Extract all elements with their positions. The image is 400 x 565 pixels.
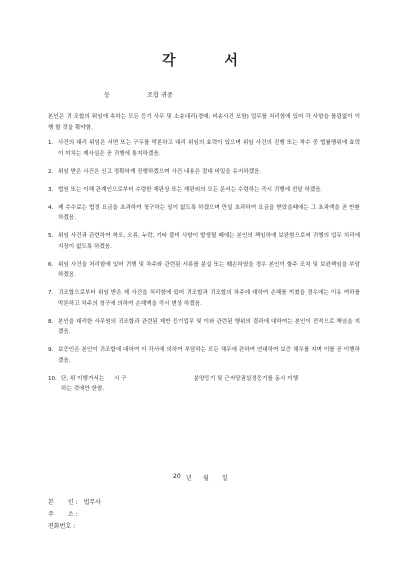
item-number: 5. [48, 233, 54, 239]
item-number: 6. [48, 261, 54, 268]
item-number: 8. [48, 318, 54, 325]
pledge-list [48, 138, 360, 402]
pledge-item-4 [48, 203, 360, 224]
item10-region-blank: 시 구 [113, 375, 127, 382]
pledge-item-2 [48, 167, 360, 178]
item-text: 법원 또는 이해 관계인으로부터 수령한 재판상 또는 재판외의 모든 문서는 수령하는 즉시 귀행에 전달 하겠음. [58, 186, 323, 193]
item-text: 본인을 대리한 사무원의 귀조합과 관련된 제반 등기업무 및 이와 관련된 행위의 결과에 대하여는 본인이 전적으로 책임을 지겠음. [58, 318, 360, 335]
signature-name-row [48, 497, 101, 506]
page-title: 각 서 [162, 53, 260, 69]
item10-line2: 하는 것에만 한함. [61, 386, 105, 392]
item10-part3: 분양등기 및 근저당권설정등기를 동시 이행 [193, 375, 299, 382]
item-number: 1. [48, 140, 54, 146]
pledge-item-3 [48, 185, 360, 196]
item-text: 위임 사건과 관련하여 착오, 오류, 누락, 기타 불미 사항이 발생될 때에는 본인의 책임하에 보완함으로써 귀행의 업무 처리에 지장이 없도록 하겠음. [58, 233, 360, 250]
addressee-prefix: 등 [104, 92, 110, 99]
address-sep: 소 : [67, 511, 78, 518]
item-number: 2. [48, 168, 54, 175]
pledge-item-9 [48, 345, 360, 366]
item-text: 제 수수료는 법정 요금을 초과하여 청구하는 일이 없도록 하겠으며 만일 초과하여 요금을 받았을때에는 그 초과액을 곧 반환하겠음. [58, 204, 360, 221]
item-number: 10. [48, 375, 57, 382]
pledge-item-8 [48, 317, 360, 338]
item-text: 위임 사건을 처리함에 있어 귀행 및 차주와 관련된 서류를 분실 또는 훼손하였을 경우 본인이 할주 조치 및 보완책임을 부담하겠음. [58, 261, 360, 278]
item-number: 9. [48, 347, 54, 353]
item-text: 사건의 대리 위임은 서면 또는 구두를 막론하고 대리 위임의 효력이 있으며 위임 사건의 진행 또는 착수 중 법률행위에 효력이 미치는 제사실은 곧 귀행에 통지하겠음. [58, 140, 360, 157]
item-text [61, 374, 360, 395]
pledge-item-10 [48, 374, 360, 395]
signature-sep: 인 : [67, 499, 78, 506]
pledge-item-6 [48, 260, 360, 281]
signature-label: 본 [48, 499, 54, 506]
date-day-label: 일 [222, 475, 228, 482]
item-text: 귀조합으로부터 위임 받은 제 사건을 처리함에 있어 귀조합과 귀조합의 차주에 대하여 손해를 끼쳤을 경우에는 이유 여하를 막론하고 차주의 청구에 의하여 손해액을 즉시 변상 하겠음. [58, 290, 360, 307]
item-number: 7. [48, 290, 54, 296]
item-number: 3. [48, 186, 54, 193]
date-year: 20 [173, 473, 181, 480]
addressee-union: 조합 귀중 [147, 92, 173, 99]
item10-part1: 단, 위 이행거서는 [61, 375, 105, 382]
date-month-label: 월 [203, 475, 209, 482]
signature-address-row [48, 509, 78, 518]
signature-value: 법무사 [83, 499, 101, 506]
pledge-item-1 [48, 138, 360, 159]
pledge-item-5 [48, 231, 360, 252]
intro-paragraph: 본인은 귀 조합의 위임에 속하는 모든 등기 사무 및 소송대리(경매, 비송사건 포함) 업무를 처리함에 있어 각 사항을 틀림없이 이행 할 것을 확약함. [48, 114, 360, 131]
date-year-label: 년 [186, 475, 192, 482]
item-text: 보증인은 본인이 귀조합에 대하여 이 각서에 의하여 부담하는 모든 채무에 관하여 연대하여 보증 채무를 지며 이를 곧 이행하겠음. [58, 347, 360, 364]
item-number: 4. [48, 204, 54, 211]
signature-phone-row [48, 521, 75, 530]
pledge-item-7 [48, 288, 360, 309]
item-text: 위임 받은 사건은 신고 정확하게 진행하겠으며 사건 내용은 절대 비밀을 유지하겠음. [58, 168, 262, 175]
address-label: 주 [48, 511, 54, 518]
phone-label: 전화번호 : [48, 523, 76, 530]
